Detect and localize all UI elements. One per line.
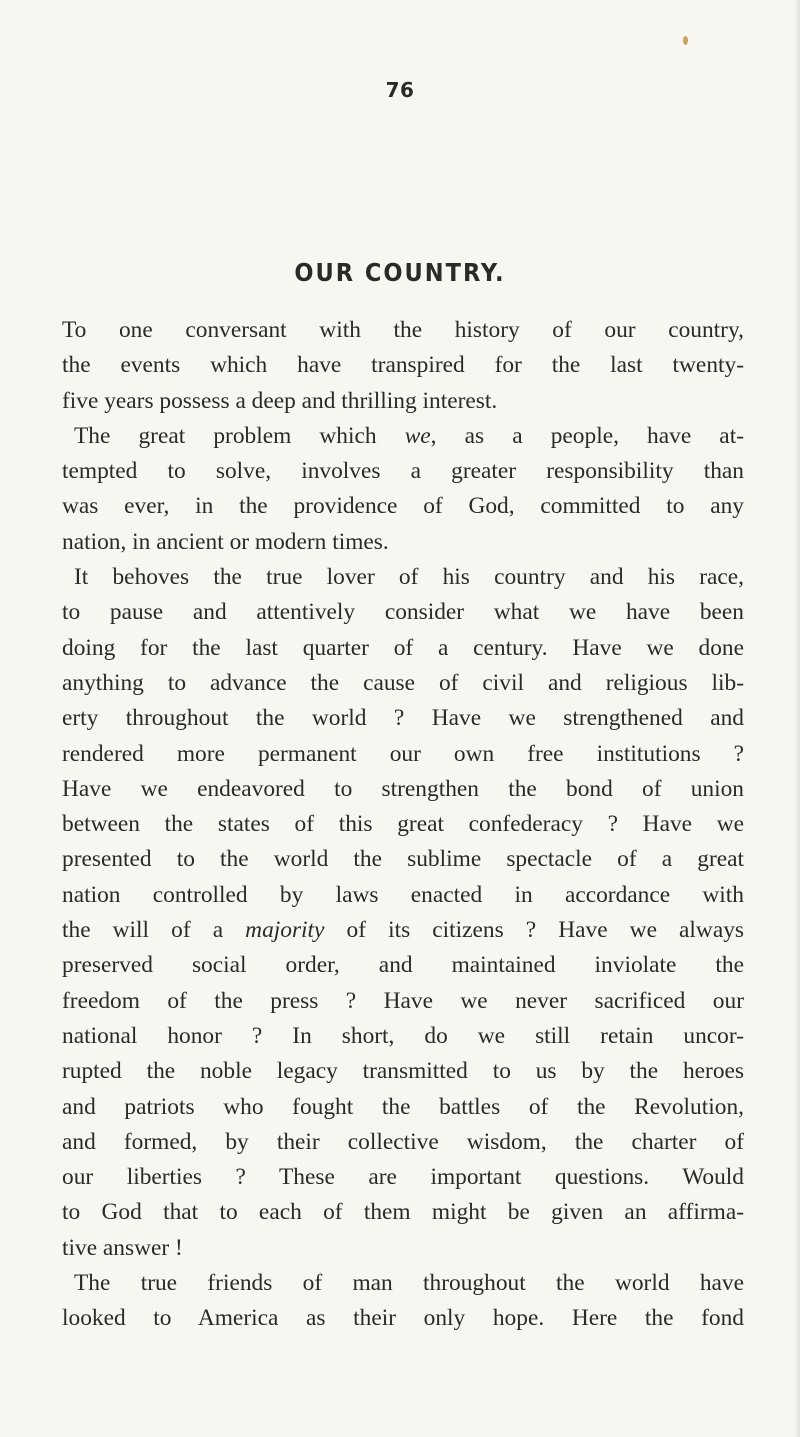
text-segment: and formed, by their collective wisdom, the charter of — [62, 1128, 744, 1155]
text-segment: anything to advance the cause of civil and religious lib- — [62, 669, 744, 696]
text-segment: rendered more permanent our own free institutions ? — [62, 740, 744, 767]
text-segment: looked to America as their only hope. Here the fond — [62, 1305, 744, 1332]
text-line — [62, 348, 744, 383]
text-line — [62, 1195, 744, 1230]
text-line — [62, 1160, 744, 1195]
paper-speck — [683, 36, 688, 45]
page-number: 76 — [385, 78, 415, 102]
chapter-title: OUR COUNTRY. — [294, 258, 506, 287]
italic-word: we — [404, 422, 431, 449]
text-segment: The true friends of man throughout the world have — [74, 1270, 744, 1297]
text-segment: The great problem which — [74, 422, 405, 449]
text-line — [62, 384, 744, 419]
text-segment: freedom of the press ? Have we never sacrificed our — [62, 987, 744, 1014]
text-line — [62, 1054, 744, 1089]
text-line — [62, 701, 744, 736]
text-line — [62, 878, 744, 913]
body-text — [62, 313, 744, 1337]
text-segment: the will of a — [62, 917, 246, 944]
text-segment: Have we endeavored to strengthen the bond of union — [62, 775, 744, 802]
text-segment: , as a people, have at- — [430, 422, 744, 449]
text-line — [62, 1125, 744, 1160]
text-segment: and patriots who fought the battles of the Revolution, — [62, 1093, 744, 1120]
text-line — [62, 1231, 744, 1266]
text-line — [62, 525, 744, 560]
text-line — [62, 419, 744, 454]
text-line — [62, 489, 744, 524]
text-segment: to pause and attentively consider what we have been — [62, 599, 744, 626]
text-segment: nation, in ancient or modern times. — [62, 528, 389, 555]
text-line — [62, 666, 744, 701]
text-line — [62, 984, 744, 1019]
text-segment: To one conversant with the history of our country, — [62, 317, 744, 343]
text-segment: our liberties ? These are important questions. Would — [62, 1164, 744, 1191]
text-line — [62, 913, 744, 948]
text-line — [62, 842, 744, 877]
italic-word: majority — [245, 917, 325, 944]
text-line — [62, 807, 744, 842]
text-segment: rupted the noble legacy transmitted to us by the heroes — [62, 1058, 744, 1085]
text-segment: tive answer ! — [62, 1234, 183, 1261]
text-line — [62, 772, 744, 807]
text-segment: of its citizens ? Have we always — [324, 917, 744, 944]
text-line — [62, 1266, 744, 1301]
text-segment: preserved social order, and maintained inviolate the — [62, 952, 744, 979]
text-segment: five years possess a deep and thrilling interest. — [62, 387, 498, 414]
text-line — [62, 313, 744, 348]
text-segment: was ever, in the providence of God, committed to any — [62, 493, 744, 520]
text-line — [62, 595, 744, 630]
text-segment: to God that to each of them might be given an affirma- — [62, 1199, 744, 1226]
text-line — [62, 737, 744, 772]
text-segment: tempted to solve, involves a greater responsibility than — [62, 458, 744, 485]
text-segment: the events which have transpired for the last twenty- — [62, 352, 744, 379]
text-line — [62, 1019, 744, 1054]
text-line — [62, 631, 744, 666]
text-segment: presented to the world the sublime spectacle of a great — [62, 846, 744, 873]
text-segment: It behoves the true lover of his country and his race, — [74, 564, 744, 591]
text-line — [62, 1090, 744, 1125]
text-line — [62, 560, 744, 595]
page-edge-shadow — [794, 0, 800, 1437]
text-line — [62, 454, 744, 489]
text-segment: nation controlled by laws enacted in accordance with — [62, 881, 744, 908]
text-segment: national honor ? In short, do we still retain uncor- — [62, 1022, 744, 1049]
text-segment: erty throughout the world ? Have we strengthened and — [62, 705, 744, 732]
text-segment: doing for the last quarter of a century. Have we done — [62, 634, 744, 661]
text-line — [62, 1301, 744, 1336]
text-line — [62, 948, 744, 983]
text-segment: between the states of this great confederacy ? Have we — [62, 811, 744, 838]
